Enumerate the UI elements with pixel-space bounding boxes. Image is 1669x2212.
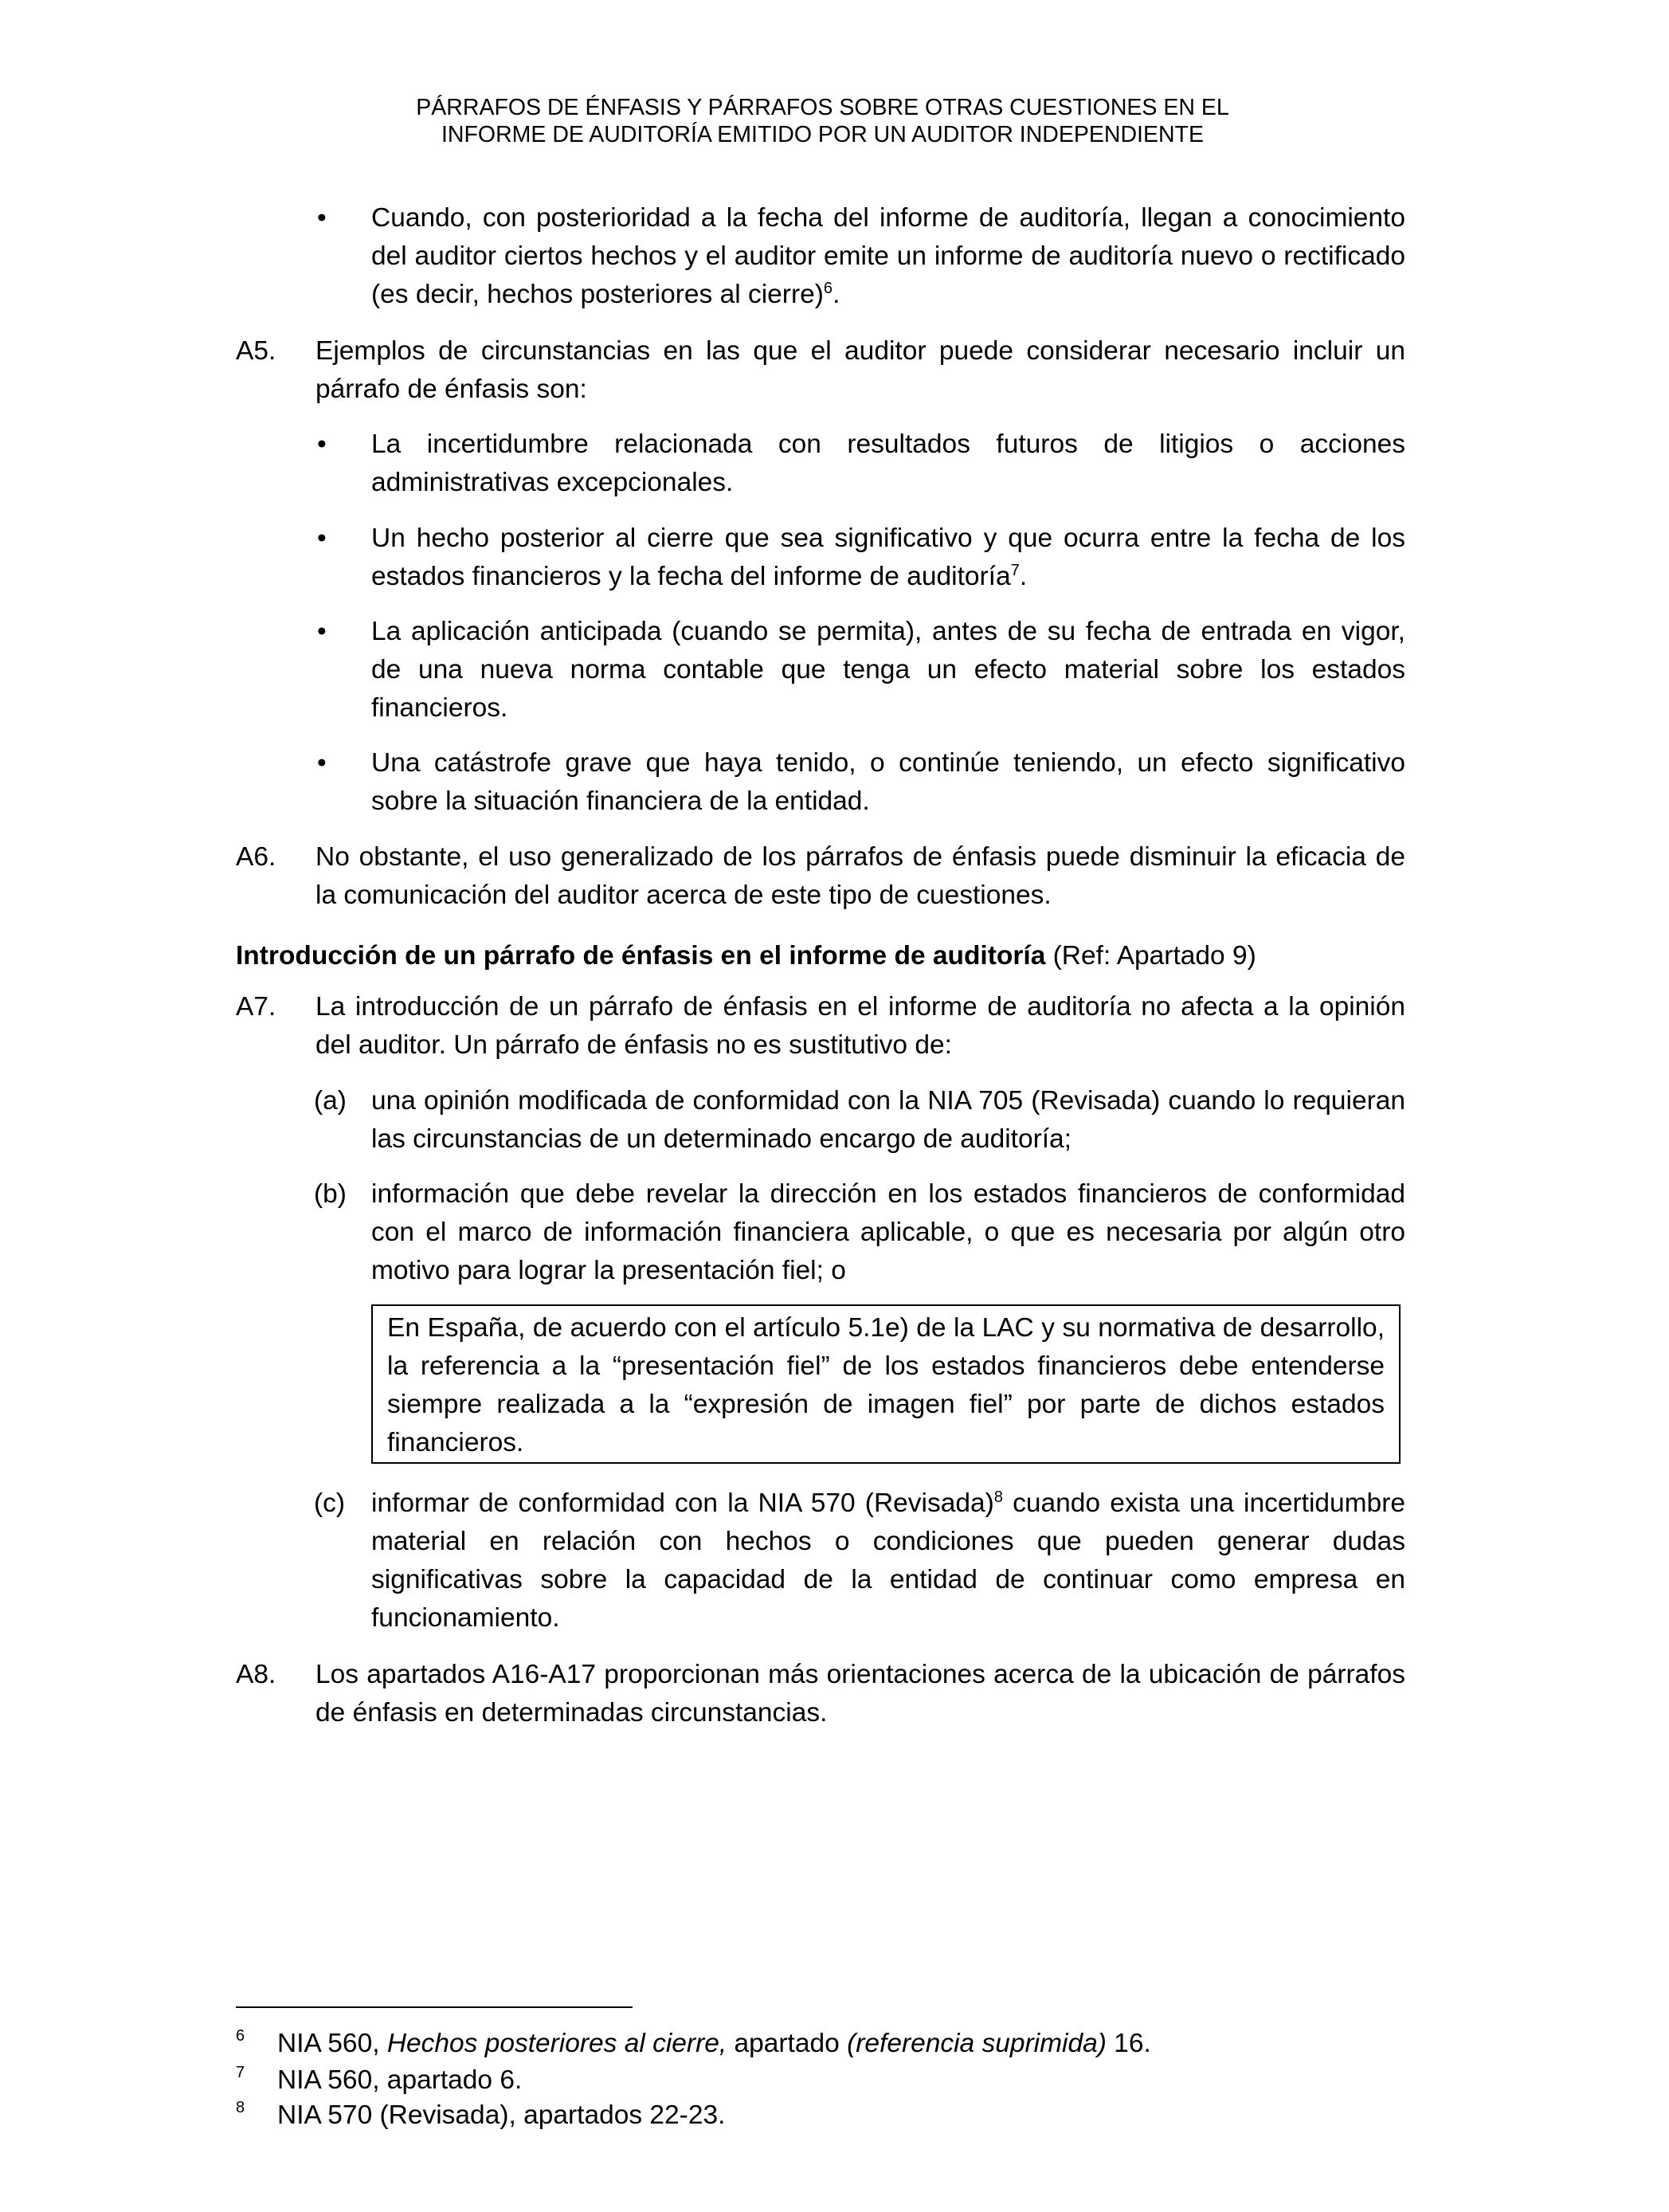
list-item: La incertidumbre relacionada con resultados futuros de litigios o acciones administrativas excepcionales.: [371, 429, 1405, 497]
list-item: Una catástrofe grave que haya tenido, o continúe teniendo, un efecto significativo sobre la situación financiera de la entidad.: [371, 748, 1405, 816]
paragraph-number: A8.: [236, 1660, 276, 1689]
list-item: informar de conformidad con la NIA 570 (Revisada)$^8$ cuando exista una incertidumbre material en relación con hechos o condiciones que pueden generar dudas significativas sobre la capacidad de la entidad de continuar como empresa en funcionamiento.: [371, 1488, 1405, 1633]
header-line-1: PÁRRAFOS DE ÉNFASIS Y PÁRRAFOS SOBRE OTRAS CUESTIONES EN EL: [416, 95, 1229, 120]
list-item: Cuando, con posterioridad a la fecha del informe de auditoría, llegan a conocimiento del auditor ciertos hechos y el auditor emite un informe de auditoría nuevo o rectificado (es decir, hechos posteriores al cierre)$^6$.: [371, 203, 1405, 309]
spain-note-box: [371, 1304, 1401, 1464]
paragraph-number: A6.: [236, 842, 276, 872]
paragraph-text: No obstante, el uso generalizado de los párrafos de énfasis puede disminuir la eficacia de la comunicación del auditor acerca de este tipo de cuestiones.: [315, 842, 1405, 910]
footnote-ref: 6: [823, 279, 833, 297]
paragraph-text: Ejemplos de circunstancias en las que el auditor puede considerar necesario incluir un párrafo de énfasis son:: [315, 336, 1405, 404]
item-label: (c): [314, 1488, 346, 1518]
paragraph-text: Los apartados A16-A17 proporcionan más orientaciones acerca de la ubicación de párrafos de énfasis en determinadas circunstancias.: [315, 1660, 1405, 1728]
list-item: Un hecho posterior al cierre que sea significativo y que ocurra entre la fecha de los estados financieros y la fecha del informe de auditoría$^7$.: [371, 524, 1405, 591]
bullet-marker: •: [317, 748, 327, 778]
footnote-separator: [236, 2006, 633, 2008]
list-item: La aplicación anticipada (cuando se permita), antes de su fecha de entrada en vigor, de una nueva norma contable que tenga un efecto material sobre los estados financieros.: [371, 617, 1405, 723]
paragraph-number: A5.: [236, 336, 276, 366]
footnote-ref: 7: [1010, 561, 1020, 579]
paragraph-text: La introducción de un párrafo de énfasis en el informe de auditoría no afecta a la opinión del auditor. Un párrafo de énfasis no es sustitutivo de:: [315, 992, 1405, 1060]
paragraph-number: A7.: [236, 992, 276, 1022]
footnote-ref: 8: [993, 1488, 1003, 1506]
list-item: una opinión modificada de conformidad con la NIA 705 (Revisada) cuando lo requieran las circunstancias de un determinado encargo de auditoría;: [371, 1086, 1405, 1154]
bullet-marker: •: [317, 524, 327, 553]
bullet-marker: •: [317, 203, 327, 233]
list-item: información que debe revelar la dirección en los estados financieros de conformidad con el marco de información financiera aplicable, o que es necesaria por algún otro motivo para lograr la presentación fiel; o: [371, 1179, 1405, 1285]
bullet-marker: •: [317, 617, 327, 646]
bullet-marker: •: [317, 429, 327, 459]
item-label: (a): [314, 1086, 347, 1116]
note-text: En España, de acuerdo con el artículo 5.1e) de la LAC y su normativa de desarrollo, la referencia a la “presentación fiel” de los estados financieros debe entenderse siempre realizada a la “expresión de imagen fiel” por parte de dichos estados financieros.: [387, 1313, 1385, 1457]
section-heading: Introducción de un párrafo de énfasis en el informe de auditoría (Ref: Apartado 9): [236, 941, 1256, 971]
header-line-2: INFORME DE AUDITORÍA EMITIDO POR UN AUDITOR INDEPENDIENTE: [441, 122, 1204, 147]
page-header: [239, 94, 1406, 148]
document-page: PÁRRAFOS DE ÉNFASIS Y PÁRRAFOS SOBRE OTRAS CUESTIONES EN EL INFORME DE AUDITORÍA EMITIDO POR UN AUDITOR INDEPENDIENTE • Cuando, con posterioridad a la fecha del informe de auditoría, llegan a conocimiento del auditor ciertos hechos y el auditor emite un informe de auditoría nuevo o rectificado (es decir, hechos posteriores al cierre)$^6$. A5. Ejemplos de circunstancias en las que el auditor puede considerar necesario incluir un párrafo de énfasis son: • La incertidumbre relacionada con resultados futuros de litigios o acciones administrativas excepcionales. • Un hecho posterior al cierre que sea significativo y que ocurra entre la fecha de los estados financieros y la fecha del informe de auditoría$^7$. • La aplicación anticipada (cuando se permita), antes de su fecha de entrada en vigor, de una nueva norma contable que tenga un efecto material sobre los estados financieros. • Una catástrofe grave que haya tenido, o continúe teniendo, un efecto significativo sobre la situación financiera de la entidad. A6. No obstante, el uso generalizado de los párrafos de énfasis puede disminuir la eficacia de la comunicación del auditor acerca de este tipo de cuestiones. Introducción de un párrafo de énfasis en el informe de auditoría (Ref: Apartado 9) A7. La introducción de un párrafo de énfasis en el informe de auditoría no afecta a la opinión del auditor. Un párrafo de énfasis no es sustitutivo de: (a) una opinión modificada de conformidad con la NIA 705 (Revisada) cuando lo requieran las circunstancias de un determinado encargo de auditoría; (b) información que debe revelar la dirección en los estados financieros de conformidad con el marco de información financiera aplicable, o que es necesaria por algún otro motivo para lograr la presentación fiel; o En España, de acuerdo con el artículo 5.1e) de la LAC y su normativa de desarrollo, la referencia a la “presentación fiel” de los estados financieros debe entenderse siempre realizada a la “expresión de imagen fiel” por parte de dichos estados financieros. (c) informar de conformidad con la NIA 570 (Revisada)$^8$ cuando exista una incertidumbre material en relación con hechos o condiciones que pueden generar dudas significativas sobre la capacidad de la entidad de continuar como empresa en funcionamiento. A8. Los apartados A16-A17 proporcionan más orientaciones acerca de la ubicación de párrafos de énfasis en determinadas circunstancias. 6 NIA 560, Hechos posteriores al cierre, apartado (referencia suprimida) 16. 7 NIA 560, apartado 6. 8 NIA 570 (Revisada), apartados 22-23.: [236, 95, 1405, 2130]
item-label: (b): [314, 1179, 347, 1209]
